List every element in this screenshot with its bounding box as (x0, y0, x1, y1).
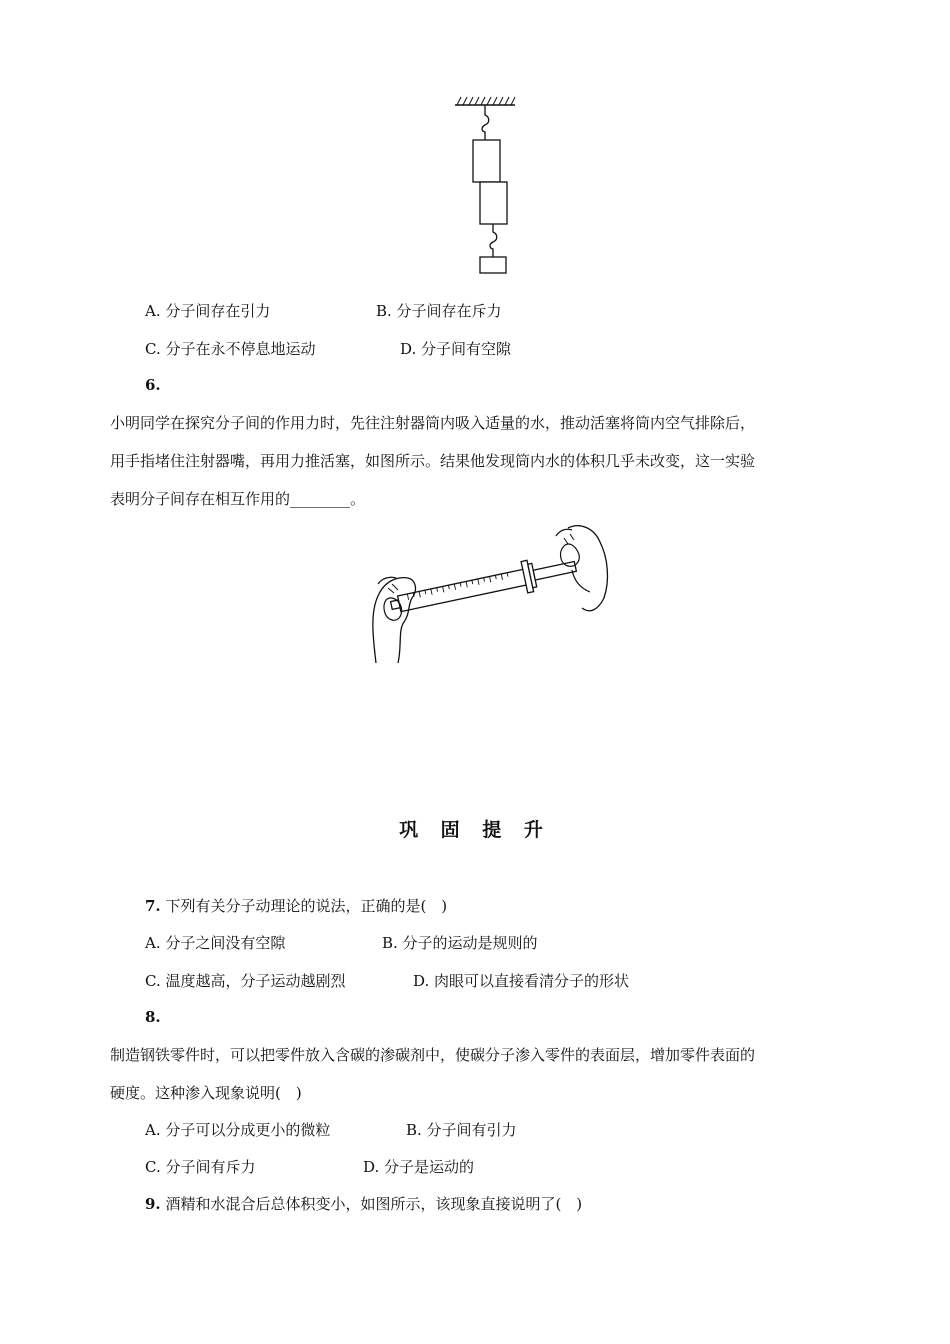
q8-number: 8. (145, 1008, 161, 1026)
q5-option-d: D. 分子间有空隙 (400, 340, 512, 358)
q6-line-2: 用手指堵住注射器嘴，再用力推活塞，如图所示。结果他发现筒内水的体积几乎未改变，这一实验 (110, 452, 756, 470)
q8-line-2: 硬度。这种渗入现象说明( ) (110, 1084, 302, 1102)
q6-number: 6. (145, 376, 161, 394)
q7-option-b: B. 分子的运动是规则的 (382, 934, 538, 952)
q7-option-c: C. 温度越高，分子运动越剧烈 (145, 972, 346, 990)
q6-line-3: 表明分子间存在相互作用的________。 (110, 490, 366, 508)
lead-cylinders-figure (440, 95, 530, 285)
q5-option-b: B. 分子间存在斥力 (376, 302, 502, 320)
q9-stem: 酒精和水混合后总体积变小，如图所示，该现象直接说明了( ) (165, 1195, 583, 1213)
q9-stem-row (145, 1193, 582, 1214)
q8-option-c: C. 分子间有斥力 (145, 1158, 256, 1176)
q8-option-b: B. 分子间有引力 (406, 1121, 517, 1139)
q8-option-a: A. 分子可以分成更小的微粒 (145, 1121, 331, 1139)
q9-number: 9. (145, 1195, 161, 1213)
q7-stem: 下列有关分子动理论的说法，正确的是( ) (165, 897, 448, 915)
q7-stem-row (145, 895, 447, 916)
q7-option-a: A. 分子之间没有空隙 (145, 934, 286, 952)
q5-option-c: C. 分子在永不停息地运动 (145, 340, 316, 358)
q8-line-1: 制造钢铁零件时，可以把零件放入含碳的渗碳剂中，使碳分子渗入零件的表面层，增加零件表面的 (110, 1046, 756, 1064)
section-title: 巩 固 提 升 (399, 819, 551, 841)
q7-option-d: D. 肉眼可以直接看清分子的形状 (413, 972, 630, 990)
q5-option-a: A. 分子间存在引力 (145, 302, 271, 320)
q8-option-d: D. 分子是运动的 (363, 1158, 475, 1176)
q6-line-1: 小明同学在探究分子间的作用力时，先往注射器筒内吸入适量的水，推动活塞将筒内空气排除后， (110, 414, 756, 432)
q7-number: 7. (145, 897, 161, 915)
syringe-figure (368, 518, 618, 663)
